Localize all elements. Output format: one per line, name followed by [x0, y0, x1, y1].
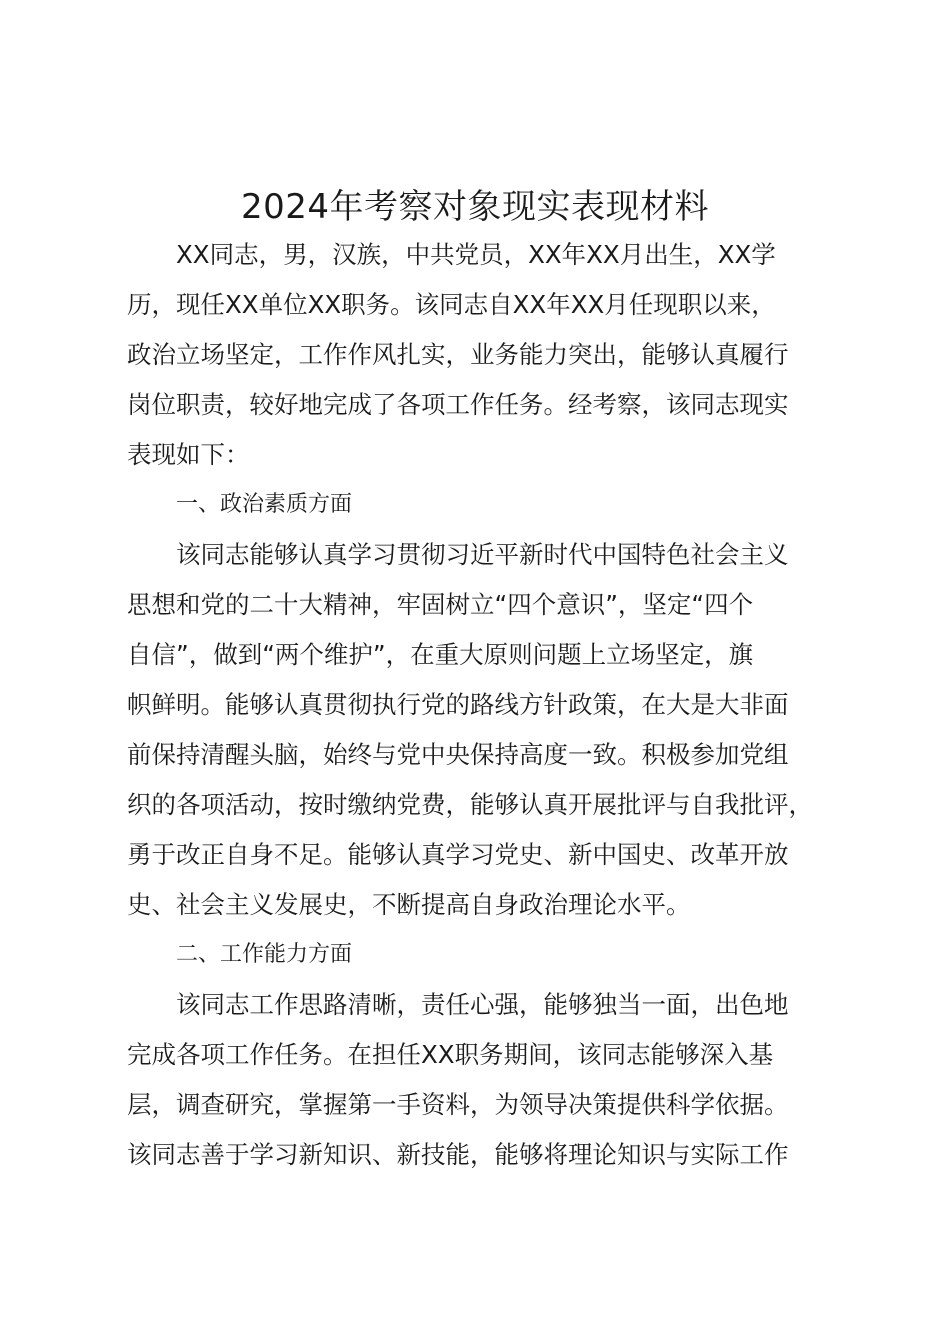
section1-line: 织的各项活动，按时缴纳党费，能够认真开展批评与自我批评， [127, 790, 813, 819]
intro-line: XX同志，男，汉族，中共党员，XX年XX月出生，XX学 [176, 240, 776, 269]
section1-line: 勇于改正自身不足。能够认真学习党史、新中国史、改革开放 [127, 840, 789, 869]
section-heading-ability: 二、工作能力方面 [176, 942, 353, 967]
section2-line: 完成各项工作任务。在担任XX职务期间，该同志能够深入基 [127, 1040, 774, 1069]
section1-line: 该同志能够认真学习贯彻习近平新时代中国特色社会主义 [176, 540, 789, 569]
section2-line: 层，调查研究，掌握第一手资料，为领导决策提供科学依据。 [127, 1090, 789, 1119]
document-body [127, 230, 837, 1180]
intro-line: 岗位职责，较好地完成了各项工作任务。经考察，该同志现实 [127, 390, 789, 419]
intro-line: 政治立场坚定，工作作风扎实，业务能力突出，能够认真履行 [127, 340, 789, 369]
section-heading-political: 一、政治素质方面 [176, 492, 353, 517]
section2-continuation [127, 1030, 837, 1180]
section1-line: 自信”，做到“两个维护”，在重大原则问题上立场坚定，旗 [127, 640, 754, 669]
section2-paragraph [127, 980, 837, 1030]
section2-line: 该同志善于学习新知识、新技能，能够将理论知识与实际工作 [127, 1140, 789, 1169]
section1-paragraph [127, 530, 837, 580]
intro-line: 历，现任XX单位XX职务。该同志自XX年XX月任现职以来， [127, 290, 776, 319]
section2-line: 该同志工作思路清晰，责任心强，能够独当一面，出色地 [176, 990, 789, 1019]
section1-line: 帜鲜明。能够认真贯彻执行党的路线方针政策，在大是大非面 [127, 690, 789, 719]
intro-line: 表现如下： [127, 440, 250, 469]
intro-continuation [127, 280, 837, 480]
intro-paragraph [127, 230, 837, 280]
section1-line: 思想和党的二十大精神，牢固树立“四个意识”，坚定“四个 [127, 590, 754, 619]
document-title: 2024年考察对象现实表现材料 [240, 187, 710, 227]
section1-continuation [127, 580, 837, 930]
section1-line: 史、社会主义发展史，不断提高自身政治理论水平。 [127, 890, 691, 919]
section1-line: 前保持清醒头脑，始终与党中央保持高度一致。积极参加党组 [127, 740, 789, 769]
